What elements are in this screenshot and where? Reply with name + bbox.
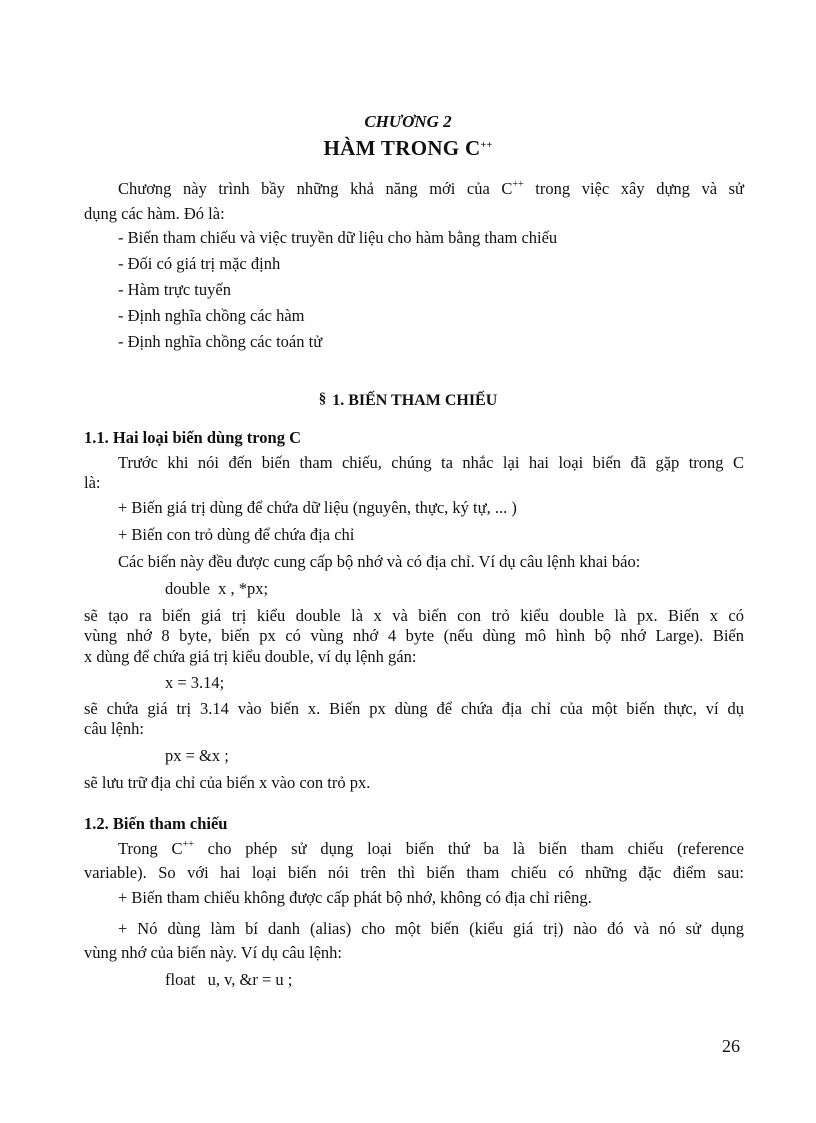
subsection-heading-1-1: 1.1. Hai loại biến dùng trong C bbox=[84, 428, 301, 447]
bullet-line: + Nó dùng làm bí danh (alias) cho một biến (kiểu giá trị) nào đó và nó sử dụng bbox=[118, 919, 744, 938]
paragraph-line: sẽ tạo ra biến giá trị kiểu double là x và biến con trỏ kiểu double là px. Biến x có bbox=[84, 606, 744, 625]
paragraph-line: sẽ chứa giá trị 3.14 vào biến x. Biến px dùng để chứa địa chỉ của một biến thực, ví dụ bbox=[84, 699, 744, 718]
paragraph-fragment: Trong C bbox=[118, 839, 183, 858]
section-title: 1. BIẾN THAM CHIẾU bbox=[332, 392, 498, 409]
paragraph-line: Các biến này đều được cung cấp bộ nhớ và có địa chỉ. Ví dụ câu lệnh khai báo: bbox=[118, 552, 641, 571]
bullet-line: + Biến tham chiếu không được cấp phát bộ nhớ, không có địa chỉ riêng. bbox=[118, 888, 592, 907]
cpp-superscript: ++ bbox=[182, 839, 194, 850]
intro-line-1-superscript: ++ bbox=[512, 179, 524, 190]
code-line: px = &x ; bbox=[165, 746, 229, 765]
paragraph-line: vùng nhớ của biến này. Ví dụ câu lệnh: bbox=[84, 943, 342, 962]
chapter-title-superscript: ++ bbox=[480, 140, 493, 151]
intro-list-item: - Biến tham chiếu và việc truyền dữ liệu cho hàm bằng tham chiếu bbox=[118, 228, 558, 247]
code-line: x = 3.14; bbox=[165, 673, 225, 692]
subsection-heading-1-2: 1.2. Biến tham chiếu bbox=[84, 814, 228, 833]
chapter-title-main: HÀM TRONG C bbox=[323, 136, 481, 160]
intro-list-item: - Hàm trực tuyến bbox=[118, 280, 231, 299]
bullet-line: + Biến con trỏ dùng để chứa địa chỉ bbox=[118, 525, 355, 544]
intro-list-item: - Đối có giá trị mặc định bbox=[118, 254, 281, 273]
chapter-label: CHƯƠNG 2 bbox=[364, 112, 452, 131]
paragraph-line bbox=[118, 839, 744, 862]
paragraph-line: Trước khi nói đến biến tham chiếu, chúng ta nhắc lại hai loại biến đã gặp trong C bbox=[118, 453, 744, 472]
paragraph-line: câu lệnh: bbox=[84, 719, 145, 738]
section-symbol: § bbox=[318, 391, 327, 407]
intro-line-1-b: trong việc xây dựng và sử bbox=[523, 179, 744, 198]
intro-list-item: - Định nghĩa chồng các hàm bbox=[118, 306, 305, 325]
code-line: double x , *px; bbox=[165, 579, 269, 598]
paragraph-line: variable). So với hai loại biến nói trên thì biến tham chiếu có những đặc điểm sau: bbox=[84, 863, 744, 882]
paragraph-line: vùng nhớ 8 byte, biến px có vùng nhớ 4 byte (nếu dùng mô hình bộ nhớ Large). Biến bbox=[84, 626, 744, 645]
intro-line-2: dụng các hàm. Đó là: bbox=[84, 204, 225, 223]
page-number: 26 bbox=[722, 1036, 740, 1056]
paragraph-line: sẽ lưu trữ địa chỉ của biến x vào con trỏ px. bbox=[84, 773, 371, 792]
section-heading bbox=[0, 392, 816, 410]
code-line: float u, v, &r = u ; bbox=[165, 970, 293, 989]
intro-line-1 bbox=[118, 179, 744, 202]
paragraph-line: là: bbox=[84, 473, 101, 492]
intro-list-item: - Định nghĩa chồng các toán tử bbox=[118, 332, 323, 351]
bullet-line: + Biến giá trị dùng để chứa dữ liệu (nguyên, thực, ký tự, ... ) bbox=[118, 498, 517, 517]
paragraph-line: x dùng để chứa giá trị kiểu double, ví dụ lệnh gán: bbox=[84, 647, 417, 666]
intro-line-1-a: Chương này trình bầy những khả năng mới của C bbox=[118, 179, 513, 198]
paragraph-fragment: cho phép sử dụng loại biến thứ ba là biến tham chiếu (reference bbox=[193, 839, 744, 858]
chapter-title bbox=[0, 136, 816, 161]
